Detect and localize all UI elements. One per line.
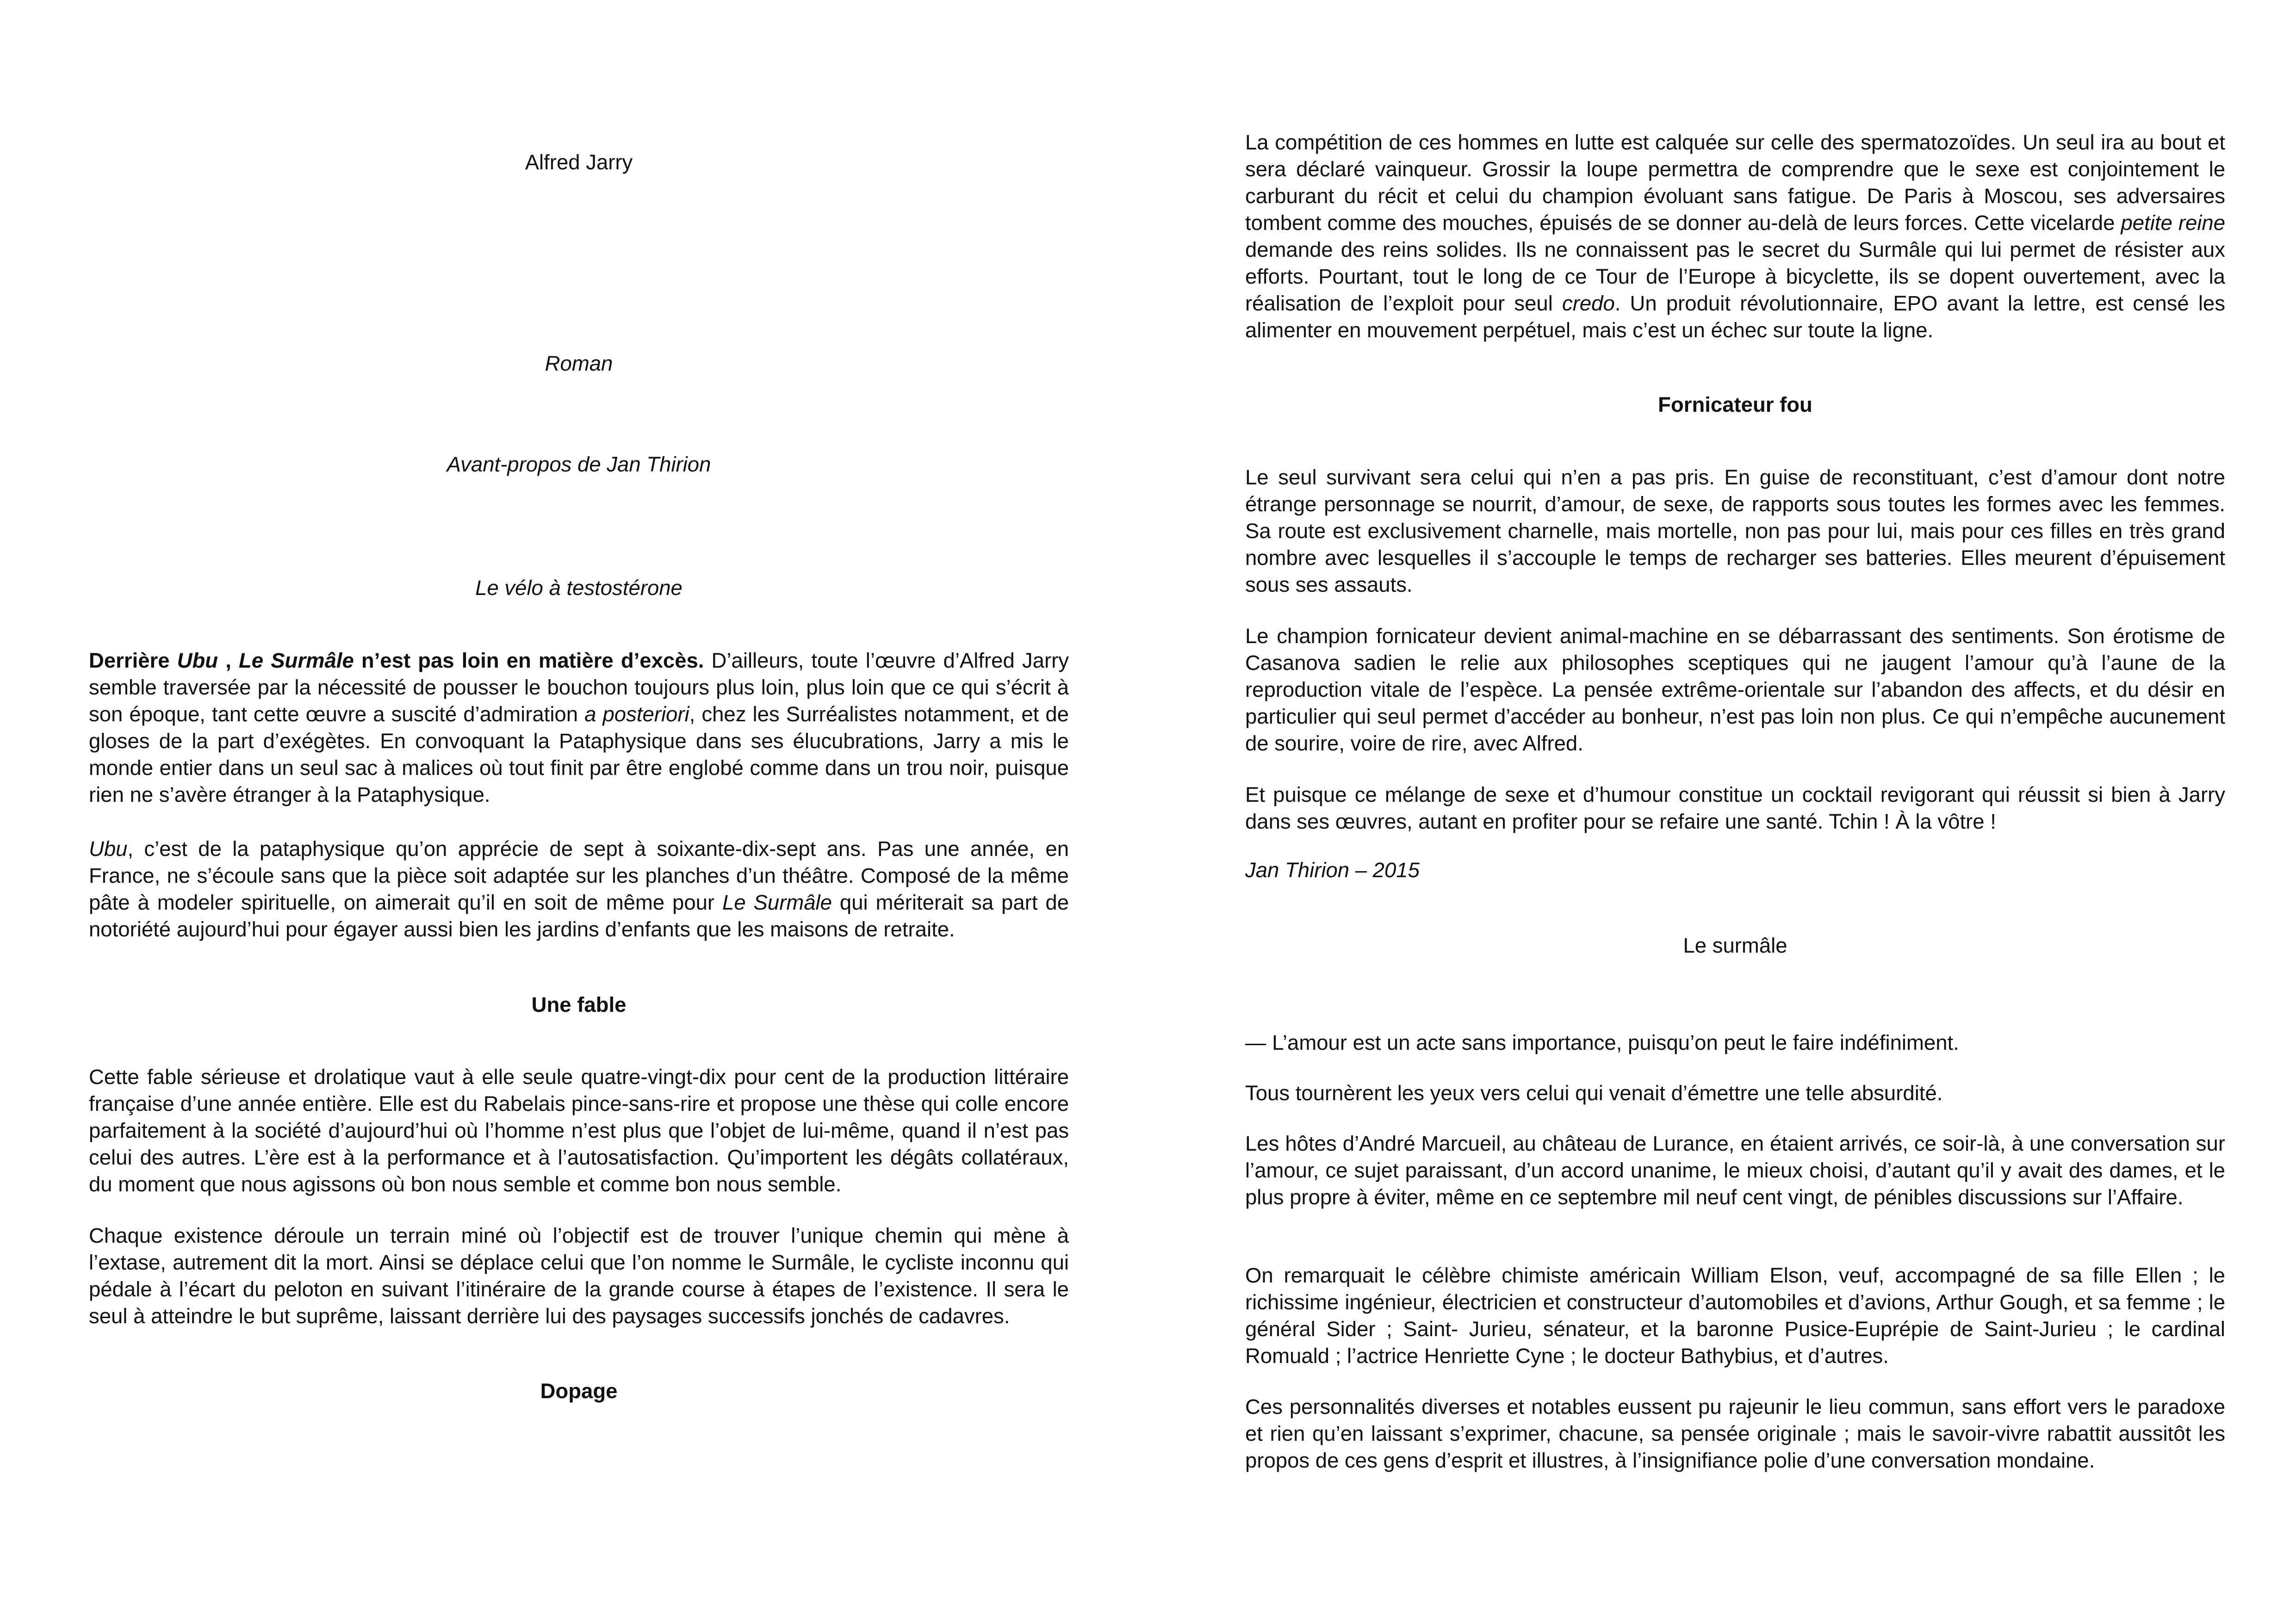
title-ubu: Ubu [177,649,218,672]
paragraph [1245,129,2225,344]
paragraph-text: , chez les Surréalistes notamment, et de gloses de la part d’exégètes. En convoquant la Pataphysique dans ses élucubrations, Jarry a mis le monde entier dans un seul sac à malices où tout finit par être englobé comme dans un trou noir, puisque rien ne s’avère étranger à la Pataphysique. [89,702,1069,806]
paragraph [89,836,1069,943]
section-heading: Une fable [531,993,627,1016]
signature: Jan Thirion – 2015 [1245,858,1420,882]
title-surmale: Le Surmâle [238,649,354,672]
paragraph: Ces personnalités diverses et notables eussent pu rajeunir le lieu commun, sans effort vers le paradoxe et rien qu’en laissant s’exprimer, chacune, sa pensée originale ; mais le savoir-vivre rabattit aussitôt les propos de ces gens d’esprit et illustres, à l’insignifiance polie d’une conversation mondaine. [1245,1395,2225,1472]
paragraph-text: demande des reins solides. Ils ne connaissent pas le secret du Surmâle qui lui permet de résister aux efforts. Pourtant, tout le long de ce Tour de l’Europe à bicyclette, ils se dopent ouvertement, avec la réalisation de l’exploit pour seul [1245,238,2225,315]
title-surmale: Le Surmâle [722,891,832,914]
emphasis: petite reine [2121,211,2225,235]
foreword-title: Le vélo à testostérone [475,576,683,600]
foreword-credit: Avant-propos de Jan Thirion [447,452,711,476]
paragraph: Et puisque ce mélange de sexe et d’humour constitue un cocktail revigorant qui réussit si bien à Jarry dans ses œuvres, autant en profiter pour se refaire une santé. Tchin ! À la vôtre ! [1245,783,2225,833]
paragraph: Chaque existence déroule un terrain miné où l’objectif est de trouver l’unique chemin qui mène à l’extase, autrement dit la mort. Ainsi se déplace celui que l’on nomme le Surmâle, le cycliste inconnu qui pédale à l’écart du peloton en suivant l’itinéraire de la grande course à étapes de l’existence. Il sera le seul à atteindre le but suprême, laissant derrière lui des paysages successifs jonchés de cadavres. [89,1224,1069,1328]
paragraph-text: D’ailleurs, toute l’œuvre d’Alfred Jarry semble traversée par la nécessité de pousser le bouchon toujours plus loin, plus loin que ce qui s’écrit à son époque, tant cette œuvre a suscité d’admiration [89,649,1069,726]
paragraph: Tous tournèrent les yeux vers celui qui venait d’émettre une telle absurdité. [1245,1081,1943,1105]
paragraph: Le seul survivant sera celui qui n’en a pas pris. En guise de reconstituant, c’est d’amour dont notre étrange personnage se nourrit, d’amour, de sexe, de rapports sous toutes les formes avec les femmes. Sa route est exclusivement charnelle, mais mortelle, non pas pour lui, mais pour ces filles en très grand nombre avec lesquelles il s’accouple le temps de recharger ses batteries. Elles meurent d’épuisement sous ses assauts. [1245,465,2225,596]
genre-label: Roman [545,352,613,375]
paragraph-lead: n’est pas loin en matière d’excès. [354,649,704,672]
paragraph-lead: Derrière [89,649,177,672]
paragraph: On remarquait le célèbre chimiste américain William Elson, veuf, accompagné de sa fille Ellen ; le richissime ingénieur, électricien et constructeur d’automobiles et d’avions, Arthur Gough, et sa femme ; le général Sider ; Saint- Jurieu, sénateur, et la baronne Pusice-Euprépie de Saint-Jurieu ; le cardinal Romuald ; l’actrice Henriette Cyne ; le docteur Bathybius, et d’autres. [1245,1264,2225,1368]
paragraph: Le champion fornicateur devient animal-machine en se débarrassant des sentiments. Son érotisme de Casanova sadien le relie aux philosophes sceptiques qui ne jaugent l’amour qu’à l’aune de la reproduction vitale de l’espèce. La pensée extrême-orientale sur l’abandon des affects, et du désir en particulier qui seul permet d’accéder au bonheur, n’est pas loin non plus. Ce qui n’empêche aucunement de sourire, voire de rire, avec Alfred. [1245,624,2225,755]
chapter-title: Le surmâle [1683,934,1787,957]
paragraph: Les hôtes d’André Marcueil, au château de Lurance, en étaient arrivés, ce soir-là, à une conversation sur l’amour, ce sujet paraissant, d’un accord unanime, le mieux choisi, d’autant qu’il y avait des dames, et le plus propre à éviter, même en ce septembre mil neuf cent vingt, de pénibles discussions sur l’Affaire. [1245,1132,2225,1209]
paragraph-lead: , [218,649,239,672]
right-page [1148,0,2296,1623]
paragraph-text: , c’est de la pataphysique qu’on apprécie de sept à soixante-dix-sept ans. Pas une année, en France, ne s’écoule sans que la pièce soit adaptée sur les planches d’un théâtre. Composé de la même pâte à modeler spirituelle, on aimerait qu’il en soit de même pour [89,837,1069,914]
emphasis: a posteriori [584,702,689,726]
section-heading: Dopage [540,1379,618,1403]
paragraph-text: qui mériterait sa part de notoriété aujourd’hui pour égayer aussi bien les jardins d’enfants que les maisons de retraite. [89,891,1069,941]
paragraph: Cette fable sérieuse et drolatique vaut à elle seule quatre-vingt-dix pour cent de la production littéraire française d’une année entière. Elle est du Rabelais pince-sans-rire et propose une thèse qui colle encore parfaitement à la société d’aujourd’hui où l’homme n’est plus que l’objet de lui-même, quand il n’est pas celui des autres. L’ère est à la performance et à l’autosatisfaction. Qu’importent les dégâts collatéraux, du moment que nous agissons où bon nous semble et comme bon nous semble. [89,1065,1069,1196]
paragraph [89,647,1069,808]
paragraph-text: . Un produit révolutionnaire, EPO avant la lettre, est censé les alimenter en mouvement perpétuel, mais c’est un échec sur toute la ligne. [1245,291,2225,342]
paragraph-text: La compétition de ces hommes en lutte est calquée sur celle des spermatozoïdes. Un seul ira au bout et sera déclaré vainqueur. Grossir la loupe permettra de comprendre que le sexe est conjointement le carburant du récit et celui du champion évoluant sans fatigue. De Paris à Moscou, ses adversaires tombent comme des mouches, épuisés de se donner au-delà de leurs forces. Cette vicelarde [1245,130,2225,235]
title-ubu: Ubu [89,837,128,861]
paragraph: — L’amour est un acte sans importance, puisqu’on peut le faire indéfiniment. [1245,1031,1959,1054]
emphasis: credo [1562,291,1615,315]
author-name: Alfred Jarry [525,150,633,174]
section-heading: Fornicateur fou [1658,393,1812,416]
